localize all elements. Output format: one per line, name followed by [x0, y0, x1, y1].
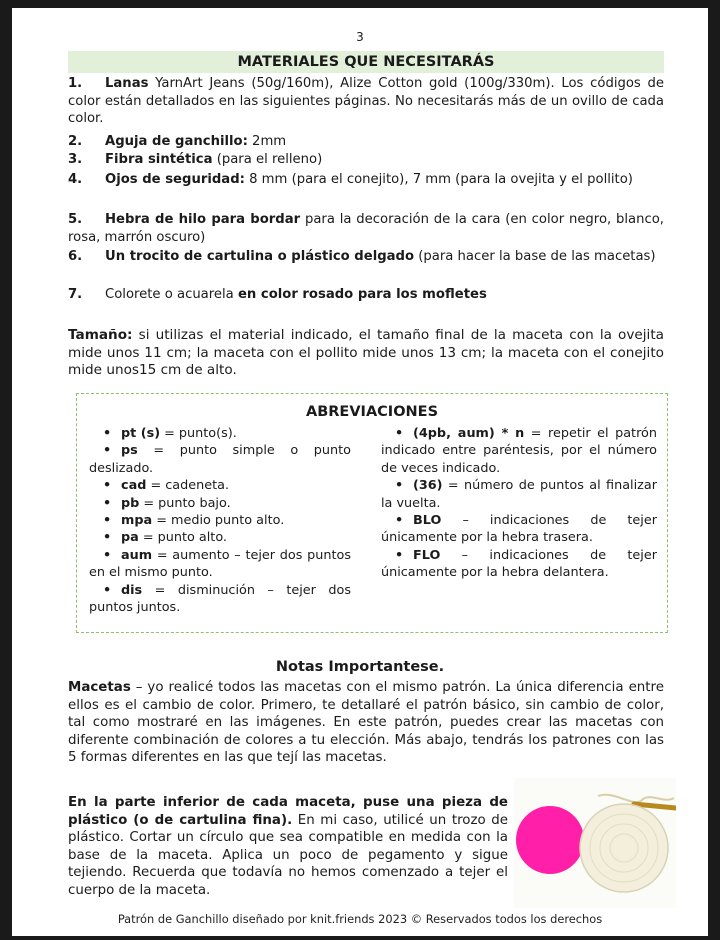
footer-copyright: Patrón de Ganchillo diseñado por knit.friends 2023 © Reservados todos los derechos — [117, 912, 603, 926]
notes-bold: En la parte inferior de cada maceta, puse una pieza de plástico (o de cartulina fina). — [68, 795, 508, 828]
size-text: si utilizas el material indicado, el tamaño final de la maceta con la ovejita mide unos 11 cm; la maceta con el pollito mide unos 13 cm; la maceta con el conejito mide unos15 cm de alto. — [68, 327, 664, 379]
item-number: 1. — [68, 76, 83, 91]
abbr-term: pt (s) — [121, 426, 161, 441]
material-item-3 — [68, 151, 664, 169]
item-bold: Un trocito de cartulina o plástico delgado — [105, 249, 415, 264]
abbr-term: dis — [121, 582, 143, 598]
item-bold: Fibra sintética — [105, 152, 213, 167]
abbr-definition: = punto bajo. — [139, 495, 231, 511]
abbreviations-left-column — [89, 425, 351, 616]
abbr-definition: = punto simple o punto deslizado. — [89, 443, 351, 476]
bullet-icon: • — [103, 443, 112, 459]
abbr-item — [89, 477, 351, 494]
bullet-icon: • — [395, 547, 404, 563]
item-bold: en color rosado para los mofletes — [237, 287, 487, 302]
page-number: 3 — [356, 30, 364, 44]
pink-plastic-disc — [516, 806, 584, 874]
notes-text: En mi caso, utilicé un trozo de plástico. Cortar un círculo que sea compatible en medida con la base de la maceta. Aplica un poco de pegamento y sigue tejiendo. Recuerda que todavía no hemos comenzado a tejer el cuerpo de la maceta. — [68, 812, 509, 898]
abbr-item — [89, 442, 351, 477]
size-paragraph — [68, 327, 664, 380]
item-number: 6. — [68, 249, 83, 264]
crochet-base-photo — [514, 778, 676, 908]
abbr-item — [89, 425, 351, 442]
abbreviations-title: ABREVIACIONES — [305, 404, 439, 420]
bullet-icon: • — [103, 478, 112, 494]
item-bold: Aguja de ganchillo: — [105, 134, 248, 149]
abbreviations-right-column — [381, 425, 657, 582]
abbr-term: (4pb, aum) * n — [413, 426, 525, 441]
notes-title: Notas Importantese. — [275, 659, 445, 675]
abbr-term: (36) — [413, 478, 443, 494]
item-text: (para el relleno) — [212, 152, 323, 167]
item-text: YarnArt Jeans (50g/160m), Alize Cotton gold (100g/330m). Los códigos de color están detallados en las siguientes páginas. No necesitarás más de un ovillo de cada color. — [68, 76, 664, 127]
item-number: 7. — [68, 287, 83, 302]
abbr-item — [381, 547, 657, 582]
bullet-icon: • — [103, 547, 112, 563]
notes-bold: Macetas — [68, 680, 131, 695]
item-text: 8 mm (para el conejito), 7 mm (para la ovejita y el pollito) — [244, 172, 633, 187]
bullet-icon: • — [103, 513, 112, 529]
abbr-term: mpa — [121, 513, 153, 529]
item-number: 4. — [68, 172, 83, 187]
item-text: 2mm — [247, 134, 287, 149]
abbr-definition: – indicaciones de tejer únicamente por la hebra delantera. — [381, 547, 657, 581]
bullet-icon: • — [103, 495, 112, 511]
item-number: 3. — [68, 152, 83, 167]
abbr-definition: – indicaciones de tejer únicamente por la hebra trasera. — [381, 513, 657, 546]
abbr-definition: = punto alto. — [138, 530, 228, 546]
bullet-icon: • — [103, 426, 112, 441]
bullet-icon: • — [395, 513, 404, 529]
abbr-term: BLO — [413, 513, 442, 529]
abbr-item — [89, 512, 351, 529]
item-text: (para hacer la base de las macetas) — [414, 249, 656, 264]
bullet-icon: • — [395, 426, 404, 441]
abbr-item — [381, 512, 657, 547]
abbr-item — [89, 529, 351, 546]
notes-paragraph-1 — [68, 679, 664, 767]
bullet-icon: • — [395, 478, 404, 494]
abbr-item — [381, 425, 657, 477]
abbr-definition: = cadeneta. — [146, 478, 230, 494]
notes-text: – yo realicé todos las macetas con el mismo patrón. La única diferencia entre ellos es el cambio de color. Primero, te detallaré el patrón básico, sin cambio de color, tal como mostraré en las imágenes. En este patrón, puedes crear las macetas con diferente combinación de colores a tu elección. Más abajo, tendrás los patrones con las 5 formas diferentes en las que tejí las macetas. — [68, 680, 664, 765]
abbr-term: pa — [121, 530, 139, 546]
item-text: para la decoración de la cara (en color negro, blanco, rosa, marrón oscuro) — [68, 212, 664, 245]
item-text: Colorete o acuarela — [105, 287, 238, 302]
bullet-icon: • — [103, 582, 112, 598]
material-item-5 — [68, 211, 664, 246]
abbr-item — [89, 582, 351, 617]
abbr-definition: = medio punto alto. — [152, 513, 285, 529]
item-number: 2. — [68, 134, 83, 149]
abbr-definition: = disminución – tejer dos puntos juntos. — [89, 582, 351, 616]
abbr-term: aum — [121, 547, 153, 563]
abbr-item — [381, 477, 657, 512]
materials-title: MATERIALES QUE NECESITARÁS — [68, 51, 664, 73]
material-item-1 — [68, 75, 664, 128]
abbr-term: pb — [121, 495, 140, 511]
crocheted-base-disc — [580, 804, 668, 892]
material-item-7 — [68, 286, 664, 304]
item-bold: Lanas — [105, 76, 149, 91]
item-number: 5. — [68, 212, 83, 227]
material-item-2 — [68, 133, 664, 151]
abbr-item — [89, 495, 351, 512]
abbr-definition: = número de puntos al finalizar la vuelta. — [381, 478, 657, 511]
abbr-item — [89, 547, 351, 582]
abbr-term: cad — [121, 478, 147, 494]
document-page — [12, 8, 708, 936]
bullet-icon: • — [103, 530, 112, 546]
size-label: Tamaño: — [68, 327, 133, 343]
abbr-term: ps — [121, 443, 138, 459]
abbreviations-box — [76, 393, 668, 633]
item-bold: Hebra de hilo para bordar — [105, 212, 301, 227]
material-item-6 — [68, 248, 664, 266]
item-bold: Ojos de seguridad: — [105, 172, 245, 187]
material-item-4 — [68, 171, 664, 189]
abbr-definition: = punto(s). — [160, 426, 237, 441]
abbr-definition: = repetir el patrón indicado entre paréntesis, por el número de veces indicado. — [381, 426, 657, 476]
notes-paragraph-2 — [68, 794, 508, 899]
abbr-term: FLO — [413, 547, 441, 563]
abbr-definition: = aumento – tejer dos puntos en el mismo punto. — [89, 547, 351, 581]
